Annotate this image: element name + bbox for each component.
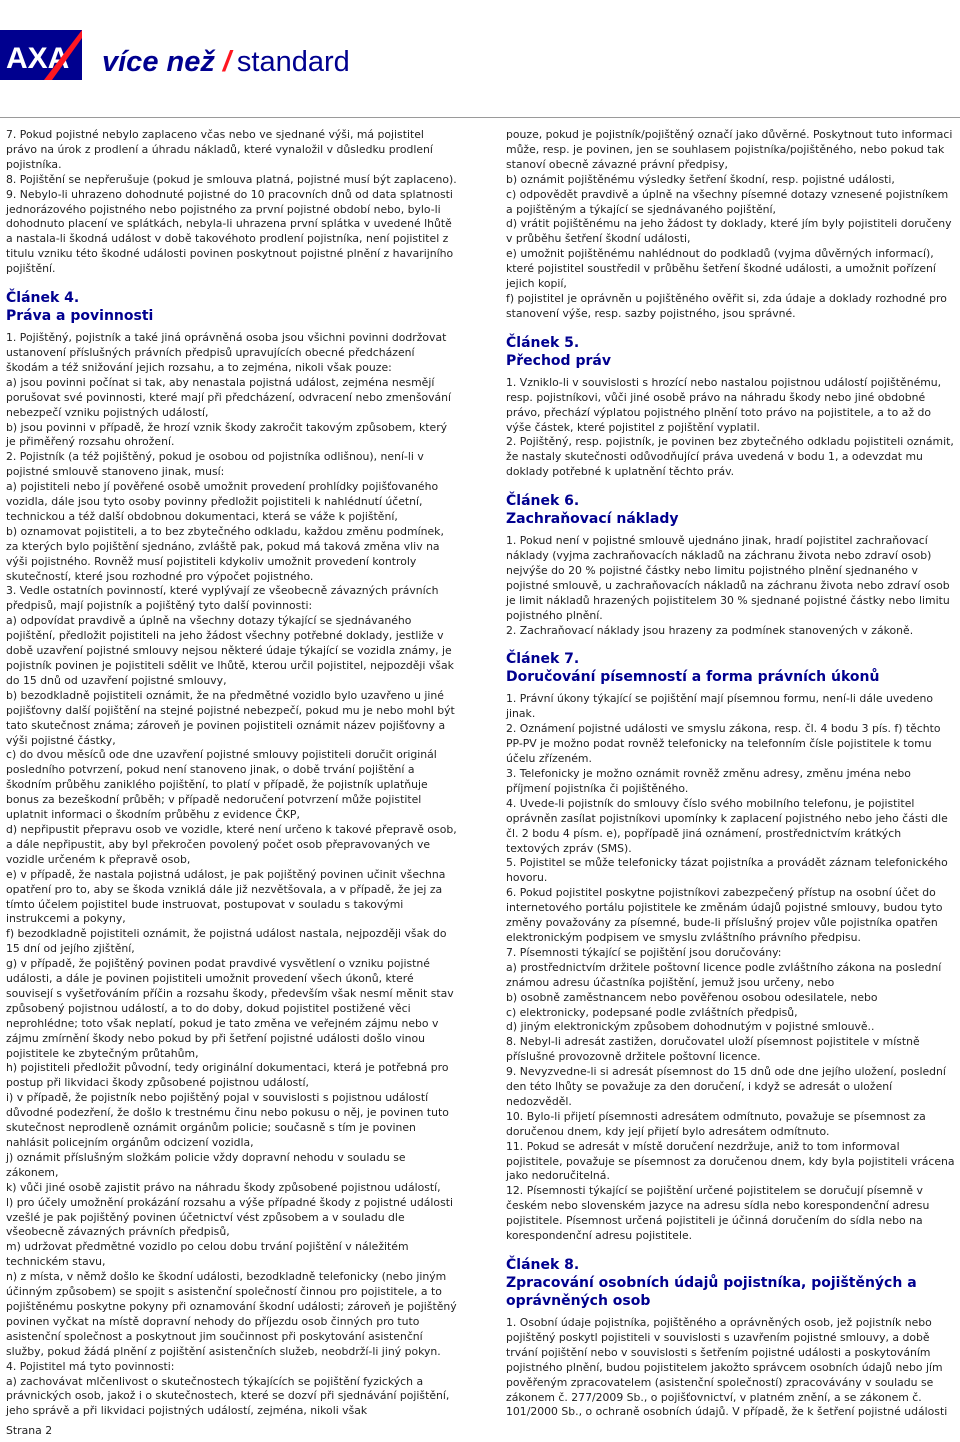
right-column: [506, 128, 958, 1420]
art4-item-4: 4. Pojistitel má tyto povinnosti:: [6, 1359, 175, 1373]
article-6-number: Článek 6.: [506, 493, 580, 510]
art4-item-3n: n) z místa, v němž došlo ke škodní události, bezodkladně telefonicky (nebo jiným účinným způsobem) se spojit s asistenční společností činnou pro pojistitele, a to pojištěnému poskytne pokyny při oznamování škodní události; zároveň je pojištěný povinen vyčkat na místě dopravní nehody do příjezdu osob činných pro tuto asistenční společnost a poskytnout jim součinnost při poskytování asistenční služby, pokud žádá plnění z pojištění asistenčních služeb, neobdrží-li jiný pokyn.: [6, 1270, 457, 1358]
art4-item-4a: a) zachovávat mlčenlivost o skutečnostech týkajících se pojištění fyzických a právnických osob, jakož i o skutečnostech, které se dozví při sjednávání pojištění, jeho správě a při likvidaci pojistných událostí, zejména, nikoli však: [6, 1374, 450, 1418]
art7-item-7d: d) jiným elektronickým způsobem dohodnutým v pojistné smlouvě..: [506, 1020, 875, 1034]
art4-item-3d: d) nepřipustit přepravu osob ve vozidle, které není určeno k takové přepravě osob, a dále nepřipustit, aby byl překročen povolený počet osob přepravovaných ve vozidle určeném k přepravě osob,: [6, 822, 457, 866]
art7-item-7c: c) elektronicky, podepsané podle zvláštních předpisů,: [506, 1005, 798, 1019]
art4-item-3: 3. Vedle ostatních povinností, které vyplývají ze všeobecně závazných právních předpisů, mají pojistník a pojištěný tyto další povinnosti:: [6, 584, 439, 613]
art8-item-1: 1. Osobní údaje pojistníka, pojištěného a oprávněných osob, jež pojistník nebo pojištěný poskytl pojistiteli v souvislosti s uzavřením pojistné smlouvy, a době trvání pojištění nebo v souvislosti s šetřením pojistné události a poskytováním pojistného plnění, budou pojistitelem jakožto správcem osobních údajů nebo jím pověřeným zpracovatelem (asistenční společností) zpracovávány v souladu se zákonem č. 277/2009 Sb., o pojišťovnictví, v platném znění, a se zákonem č. 101/2000 Sb., o ochraně osobních údajů. V případě, že k šetření pojistné události: [506, 1316, 948, 1419]
left-column: [6, 128, 458, 1419]
art7-item-5: 5. Pojistitel se může telefonicky tázat pojistníka a provádět záznam telefonického hovoru.: [506, 856, 948, 885]
art4-item-4b: b) oznámit pojištěnému výsledky šetření škodní, resp. pojistné události,: [506, 172, 895, 186]
article-4-number: Článek 4.: [6, 290, 80, 307]
tagline-part2: standard: [236, 46, 350, 78]
paragraph-7: 7. Pokud pojistné nebylo zaplaceno včas nebo ve sjednané výši, má pojistitel právo na úrok z prodlení a úhradu nákladů, které vynaložil v důsledku prodlení pojistníka.: [6, 128, 433, 171]
art4-item-2b: b) oznamovat pojistiteli, a to bez zbytečného odkladu, každou změnu podmínek, za kterých bylo pojištění sjednáno, zvláště pak, pokud má taková změna vliv na výši pojistného. Rovněž musí pojistiteli kdykoliv umožnit provedení kontroly skutečností, které jsou rozhodné pro výpočet pojistného.: [6, 524, 444, 583]
axa-logo: [0, 30, 82, 80]
paragraph-9: 9. Nebylo-li uhrazeno dohodnuté pojistné do 10 pracovních dnů od data splatnosti jednorázového pojistného nebo pojistného za první pojistné období nebo, bylo-li dohodnuto placení ve splátkách, nebyla-li uhrazena první splátka v uvedené lhůtě a nastala-li škodná událost v době takovéhoto prodlení pojistníka, není pojistitel z titulu vzniku této škodné události povinen poskytnout pojistné plnění z havarijního pojištění.: [6, 187, 454, 276]
art7-item-11: 11. Pokud se adresát v místě doručení nezdržuje, aniž to tom informoval pojistitele, považuje se písemnost za doručenou dnem, kdy byla pojistiteli vrácena jako nedoručitelná.: [506, 1139, 955, 1183]
article-5-title: Přechod práv: [506, 352, 611, 369]
art5-item-2: 2. Pojištěný, resp. pojistník, je povinen bez zbytečného odkladu pojistiteli oznámit, že nastaly skutečnosti odůvodňující práva uvedená v bodu 1, a odevzdat mu doklady potřebné k uplatnění těchto práv.: [506, 435, 954, 479]
art4-item-3m: m) udržovat předmětné vozidlo po celou dobu trvání pojištění v náležitém technickém stavu,: [6, 1240, 409, 1269]
art4-item-4a-cont: pouze, pokud je pojistník/pojištěný označí jako důvěrné. Poskytnout tuto informaci může, resp. je povinen, jen se souhlasem pojistníka/pojištěného, nebo pokud tak stanoví obecně závazné právní předpisy,: [506, 128, 953, 171]
art7-item-7a: a) prostřednictvím držitele poštovní licence podle zvláštního zákona na poslední známou adresu účastníka pojištění, jemuž jsou určeny, nebo: [506, 960, 942, 989]
art6-item-1: 1. Pokud není v pojistné smlouvě ujednáno jinak, hradí pojistitel zachraňovací náklady (vyjma zachraňovacích nákladů na záchranu života nebo zdraví osob) nejvýše do 20 % pojistné částky nebo limitu pojistného plnění sjednaného v pojistné smlouvě, u zachraňovacích nákladů na záchranu života nebo zdraví osob je limit nákladů hrazených pojistitelem 30 % sjednané pojistné částky nebo limitu pojistného plnění.: [506, 534, 950, 622]
tagline-slash-icon: /: [222, 46, 231, 78]
art7-item-7: 7. Písemnosti týkající se pojištění jsou doručovány:: [506, 945, 782, 959]
art4-item-3k: k) vůči jiné osobě zajistit právo na náhradu škody způsobené pojistnou událostí,: [6, 1180, 441, 1194]
art7-item-2: 2. Oznámení pojistné události ve smyslu zákona, resp. čl. 4 bodu 3 pís. f) těchto PP-PV je možno podat rovněž telefonicky na telefonním čísle pojistitele k tomu účelu zřízeném.: [506, 722, 941, 766]
art4-item-2a: a) pojistiteli nebo jí pověřené osobě umožnit provedení prohlídky pojišťovaného vozidla, dále jsou tyto osoby povinny předložit pojistiteli k nahlédnutí účetní, technickou a též další obdobnou dokumentaci, která se váže k pojištění,: [6, 480, 439, 523]
article-4-title: Práva a povinnosti: [6, 308, 154, 325]
art7-item-8: 8. Nebyl-li adresát zastižen, doručovatel uloží písemnost pojistitele v místně příslušné provozovně držitele poštovní licence.: [506, 1035, 920, 1064]
page-header: [0, 0, 960, 118]
paragraph-8: 8. Pojištění se nepřerušuje (pokud je smlouva platná, pojistné musí být zaplaceno).: [6, 172, 457, 186]
art4-item-3j: j) oznámit příslušným složkám policie vždy dopravní nehodu v souladu se zákonem,: [6, 1150, 406, 1179]
brand-tagline: [102, 43, 350, 83]
art7-item-7b: b) osobně zaměstnancem nebo pověřenou osobou odesilatele, nebo: [506, 990, 878, 1004]
art4-item-3c: c) do dvou měsíců ode dne uzavření pojistné smlouvy pojistiteli doručit originál posledního potvrzení, pokud není stanoveno jinak, o době trvání pojištění a škodním průběhu zaniklého pojištění, to platí v případě, že pojistník uplatňuje bonus za bezeškodní průběh; v případě nedoručení potvrzení může pojistitel uplatnit informaci o škodním průběhu z evidence ČKP,: [6, 748, 437, 822]
header-divider: [0, 117, 960, 118]
art4-item-4e: e) umožnit pojištěnému nahlédnout do podkladů (vyjma důvěrných informací), které pojistitel soustředil v průběhu šetření škodné události, a umožnit pořízení jejich kopií,: [506, 247, 936, 291]
art6-item-2: 2. Zachraňovací náklady jsou hrazeny za podmínek stanovených v zákoně.: [506, 623, 914, 637]
art4-item-3h: h) pojistiteli předložit původní, tedy originální dokumentaci, která je potřebná pro postup při likvidaci škody způsobené pojistnou událostí,: [6, 1061, 449, 1090]
axa-logo-text: AXA: [6, 42, 70, 75]
article-7-title: Doručování písemností a forma právních úkonů: [506, 669, 880, 686]
art7-item-1: 1. Právní úkony týkající se pojištění mají písemnou formu, není-li dále uvedeno jinak.: [506, 692, 934, 721]
art7-item-12: 12. Písemnosti týkající se pojištění určené pojistitelem se doručují písemně v českém nebo slovenském jazyce na adresu sídla nebo korespondenční adresu pojistitele. Písemnost určená pojistiteli je účinná doručením do sídla nebo na korespondenční adresu pojistitele.: [506, 1184, 930, 1243]
article-5-number: Článek 5.: [506, 334, 580, 351]
page-number: Strana 2: [6, 1424, 53, 1437]
art4-item-3g: g) v případě, že pojištěný povinen podat pravdivé vysvětlení o vzniku pojistné události, a dále je povinen pojistiteli umožnit provedení všech úkonů, které souvisejí s vyšetřováním příčin a rozsahu škody, především však nesmí měnit stav způsobený pojistnou událostí, a to do doby, dokud pojistitel postižené věci neprohlédne; toto však neplatí, pokud je tato změna ve veřejném zájmu nebo v zájmu zmírnění škody nebo pokud by při šetření pojistné události došlo vinou pojistitele ke zbytečným průtahům,: [6, 957, 454, 1060]
art4-item-3f: f) bezodkladně pojistiteli oznámit, že pojistná událost nastala, nejpozději však do 15 dní od jejího zjištění,: [6, 927, 447, 956]
art4-item-3i: i) v případě, že pojistník nebo pojištěný pojal v souvislosti s pojistnou událostí důvodné podezření, že došlo k trestnému činu nebo pokusu o něj, je povinen tuto skutečnost neprodleně oznámit orgánům policie; současně s tím je povinen nahlásit policejním orgánům odcizení vozidla,: [6, 1091, 449, 1149]
art4-item-4d: d) vrátit pojištěnému na jeho žádost ty doklady, které jím byly pojistiteli doručeny v průběhu šetření škodní události,: [506, 217, 952, 246]
art4-item-3l: l) pro účely umožnění prokázání rozsahu a výše případné škody z pojistné události vzešlé je pak pojištěný povinen účetnictví vést způsobem a v souladu dle všeobecně závazných právních předpisů,: [6, 1195, 453, 1239]
art7-item-9: 9. Nevyzvedne-li si adresát písemnost do 15 dnů ode dne jejího uložení, poslední den této lhůty se považuje za den doručení, i když se adresát o uložení nedozvěděl.: [506, 1065, 946, 1108]
art4-item-4c: c) odpovědět pravdivě a úplně na všechny písemné dotazy vznesené pojistníkem a pojištěným a týkající se sjednávaného pojištění,: [506, 187, 949, 216]
art4-item-2: 2. Pojistník (a též pojištěný, pokud je osobou od pojistníka odlišnou), není-li v pojistné smlouvě stanoveno jinak, musí:: [6, 450, 424, 479]
article-6-title: Zachraňovací náklady: [506, 511, 679, 528]
art4-item-4f: f) pojistitel je oprávněn u pojištěného ověřit si, zda údaje a doklady rozhodné pro stanovení výše, resp. sazby pojistného, jsou správné.: [506, 291, 947, 320]
art4-item-1: 1. Pojištěný, pojistník a také jiná oprávněná osoba jsou všichni povinni dodržovat ustanovení příslušných právních předpisů upravujících obecné předcházení škodám a též snižování jejich rozsahu, a to zejména, nikoli však pouze:: [6, 331, 447, 374]
art4-item-1b: b) jsou povinni v případě, že hrozí vznik škody zakročit takovým způsobem, který je přiměřený rozsahu ohrožení.: [6, 420, 448, 449]
art4-item-3a: a) odpovídat pravdivě a úplně na všechny dotazy týkající se sjednávaného pojištění, předložit pojistiteli na jeho žádost všechny potřebné doklady, jestliže v době uzavření pojistné smlouvy nejsou některé údaje týkající se vozidla známy, je pojistník povinen je pojistiteli sdělit ve lhůtě, kterou určil pojistitel, nejpozději však do 15 dnů od uzavření pojistné smlouvy,: [6, 614, 454, 687]
tagline-part1: více než: [102, 46, 215, 78]
art4-item-3e: e) v případě, že nastala pojistná událost, je pak pojištěný povinen učinit všechna opatření pro to, aby se škoda vzniklá dále již nezvětšovala, a v případě, že jej za tímto účelem pojistitel bude instruovat, postupovat v souladu s takovými instrukcemi a pokyny,: [6, 867, 446, 926]
article-7-number: Článek 7.: [506, 651, 580, 668]
art7-item-4: 4. Uvede-li pojistník do smlouvy číslo svého mobilního telefonu, je pojistitel oprávněn zasílat pojistníkovi upomínky k zaplacení pojistného nebo jeho části dle čl. 2 bodu 4 písm. e), popřípadě jiná oznámení, prostřednictvím krátkých textových zpráv (SMS).: [506, 796, 948, 855]
art7-item-10: 10. Bylo-li přijetí písemnosti adresátem odmítnuto, považuje se písemnost za doručenou dnem, kdy její přijetí bylo adresátem odmítnuto.: [506, 1109, 926, 1138]
art4-item-1a: a) jsou povinni počínat si tak, aby nenastala pojistná událost, zejména nesmějí porušovat své povinnosti, které mají při předcházení, odvracení nebo zmenšování nebezpečí vzniku pojistných událostí,: [6, 375, 452, 419]
art4-item-3b: b) bezodkladně pojistiteli oznámit, že na předmětné vozidlo bylo uzavřeno u jiné pojišťovny další pojištění na stejné pojistné nebezpečí, pokud mu je nebo mohl být tato skutečnost známa; zároveň je povinen pojistiteli oznámit název pojišťovny a výši pojistné částky,: [6, 688, 455, 747]
art5-item-1: 1. Vzniklo-li v souvislosti s hrozící nebo nastalou pojistnou událostí pojištěnému, resp. pojistníkovi, vůči jiné osobě právo na náhradu škody nebo jiné obdobné právo, přechází výplatou pojistného plnění toto právo na pojistitele, a to až do výše částek, které pojistitel z pojištění vyplatil.: [506, 375, 942, 434]
art7-item-3: 3. Telefonicky je možno oznámit rovněž změnu adresy, změnu jména nebo příjmení pojistníka či pojištěného.: [506, 767, 911, 795]
art7-item-6: 6. Pokud pojistitel poskytne pojistníkovi zabezpečený přístup na osobní účet do internetového portálu pojistitele ke změnám údajů pojistné smlouvy, budou tyto změny považovány za písemné, bude-li příslušný projev vůle pojistníka opatřen elektronickým podpisem ve smyslu zvláštního právního předpisu.: [506, 886, 943, 944]
article-8-number: Článek 8.: [506, 1257, 580, 1273]
article-8-title: Zpracování osobních údajů pojistníka, pojištěných a oprávněných osob: [506, 1275, 917, 1309]
